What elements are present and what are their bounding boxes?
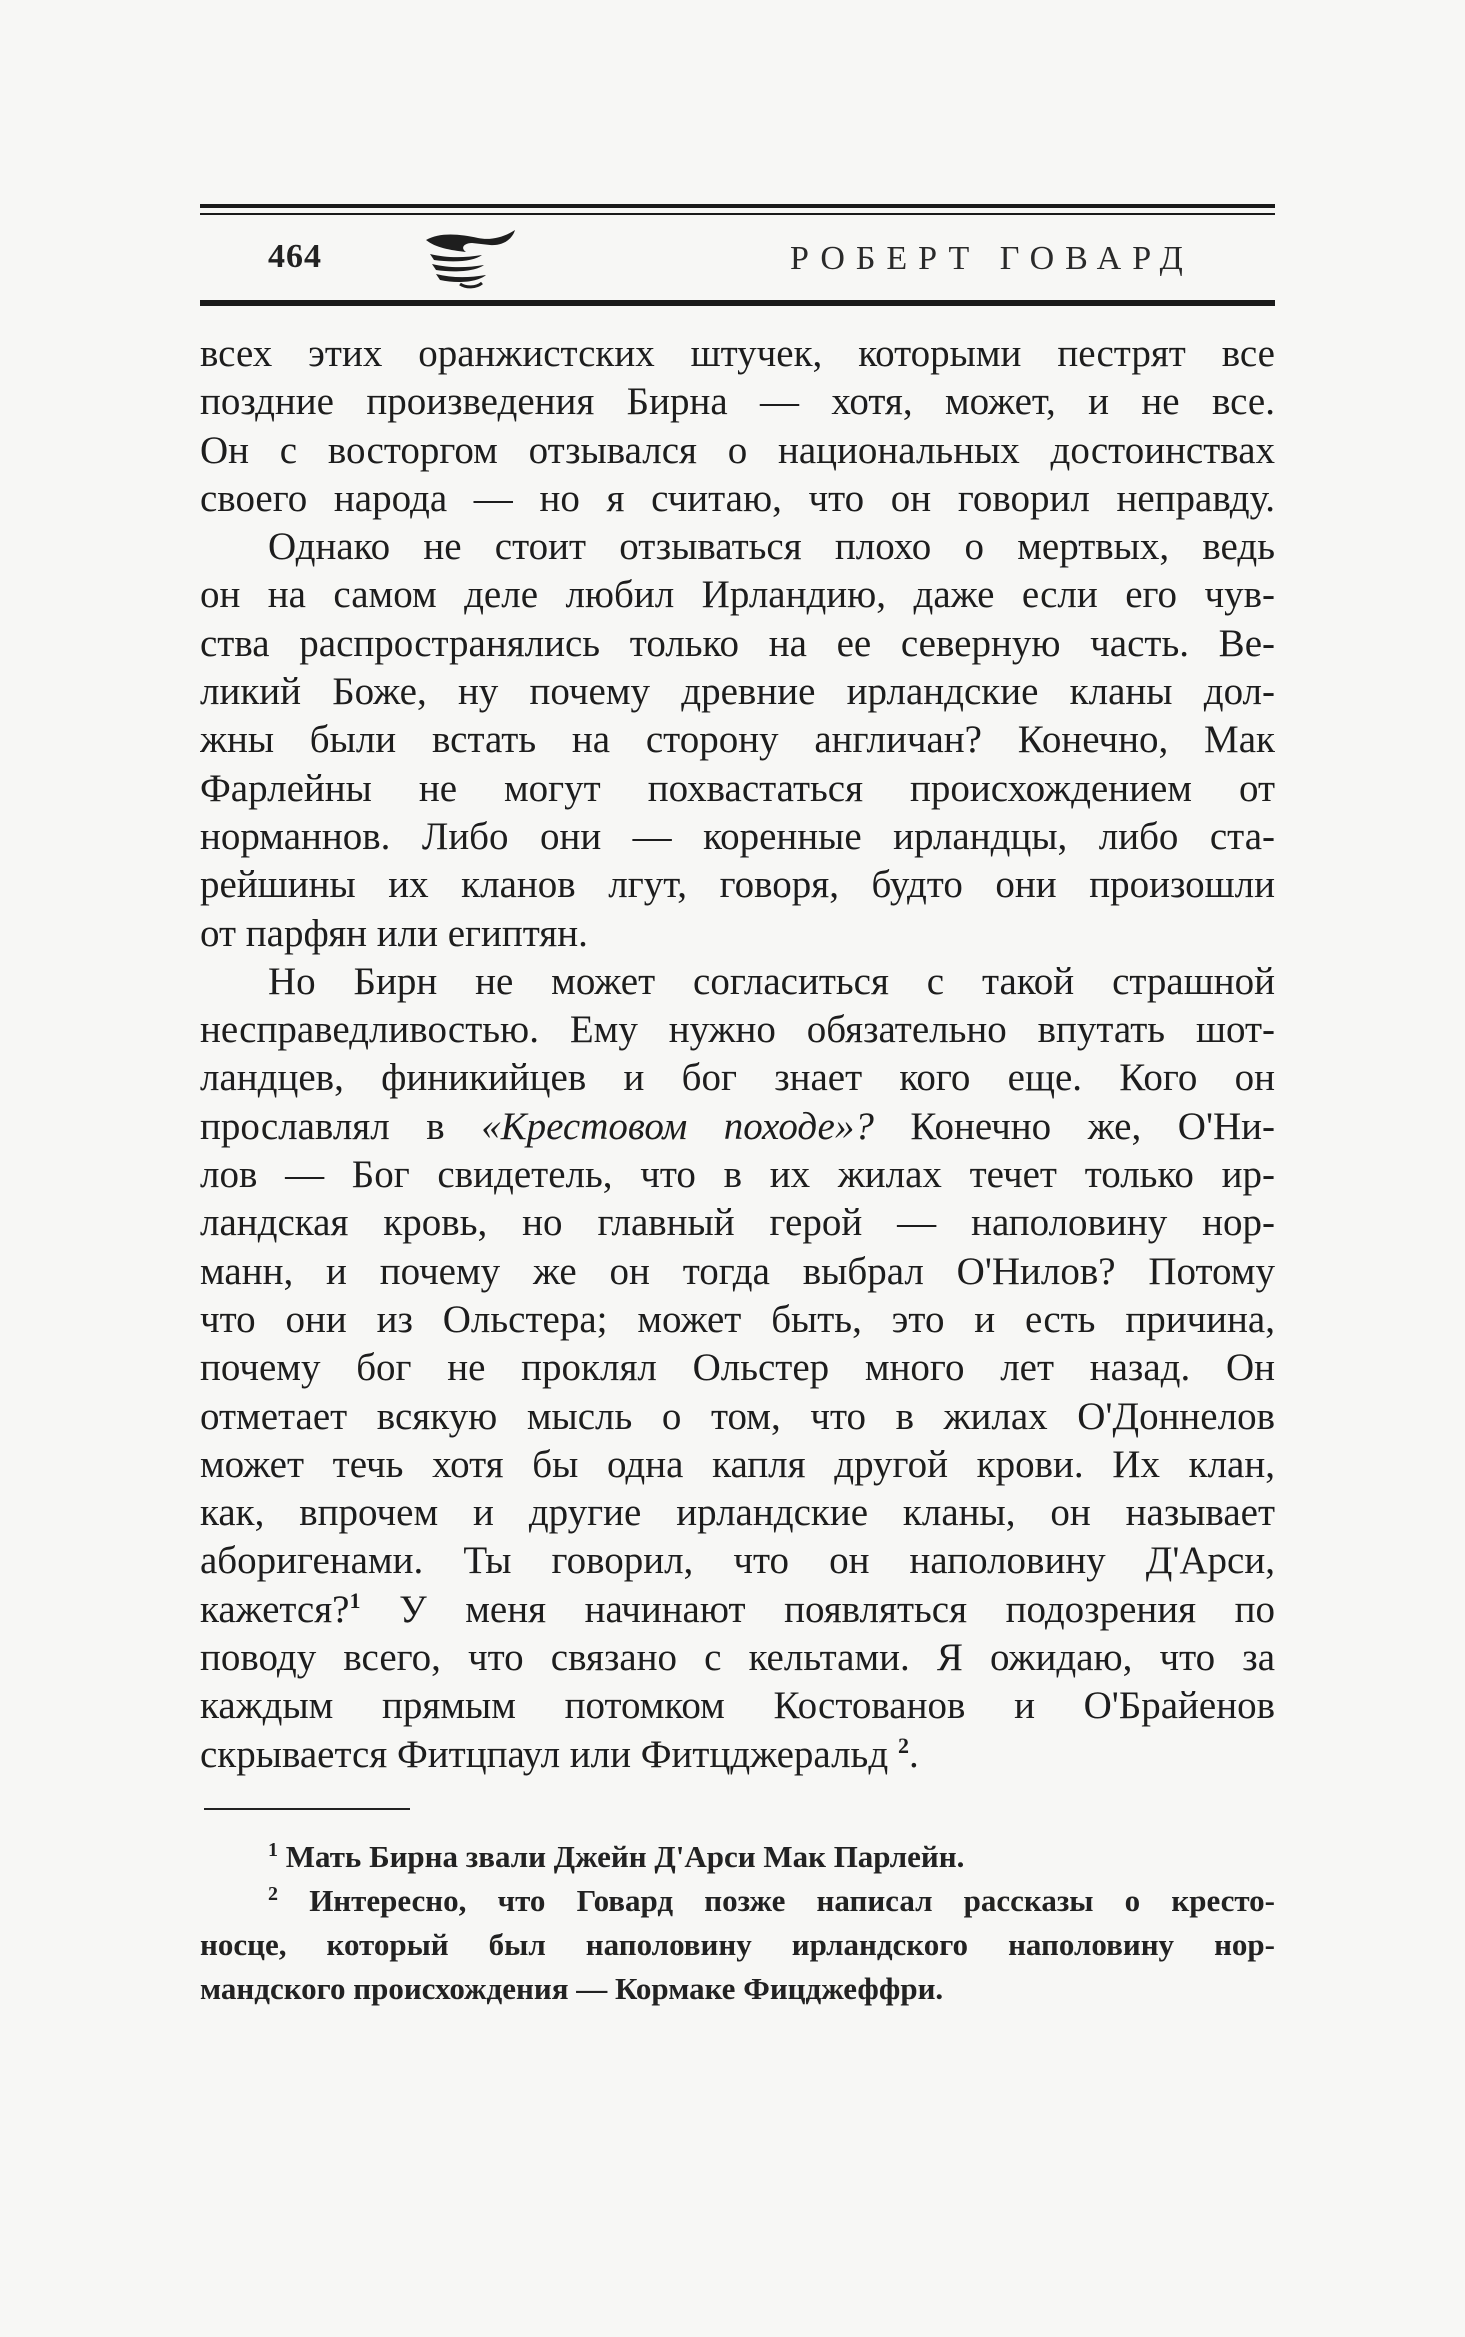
body-text [200,330,1275,1779]
text-line: может течь хотя бы одна капля другой крови. Их клан, [200,1442,1275,1486]
book-title-italic: «Крестовом походе»? [481,1104,874,1148]
text-line: жны были встать на сторону англичан? Конечно, Мак [200,718,1275,762]
footnotes [200,1835,1275,2011]
text-line: каждым прямым потомком Костованов и О'Брайенов [200,1684,1275,1728]
text-line: Он с восторгом отзывался о национальных достоинствах [200,428,1275,472]
running-title: РОБЕРТ ГОВАРД [790,240,1194,277]
text-line: отметает всякую мысль о том, что в жилах О'Доннелов [200,1394,1275,1438]
footnote-ref-1[interactable]: 1 [349,1587,361,1613]
text-line [200,1103,1275,1151]
text-line: поводу всего, что связано с кельтами. Я ожидаю, что за [200,1636,1275,1680]
text-line: всех этих оранжистских штучек, которыми пестрят все [200,332,1275,375]
text-segment: У меня начинают появляться подозрения по [399,1587,1275,1631]
text-line: несправедливостью. Ему нужно обязательно впутать шот- [200,1008,1275,1052]
text-segment: . [908,1732,919,1776]
footnote-2 [200,1879,1275,1923]
text-segment: кажется? [200,1587,350,1631]
text-line: ства распространялись только на ее северную часть. Ве- [200,621,1275,665]
footnote-marker: 2 [268,1883,278,1905]
footnote-text: Мать Бирна звали Джейн Д'Арси Мак Парлейн. [285,1839,965,1874]
text-segment: прославлял в [200,1104,445,1148]
paragraph-start-line: Однако не стоит отзываться плохо о мертвых, ведь [268,525,1275,569]
text-line: поздние произведения Бирна — хотя, может, и не все. [200,380,1275,424]
paragraph-end-line [200,1731,1275,1779]
header-rule-thin [200,213,1275,215]
paragraph-end-line: от парфян или египтян. [200,911,588,955]
text-line: ландцев, финикийцев и бог знает кого еще. Кого он [200,1056,1275,1100]
footnote-separator [204,1808,410,1810]
footnote-marker: 1 [268,1839,278,1861]
footnote-ref-2[interactable]: 2 [897,1732,909,1758]
text-line: как, впрочем и другие ирландские кланы, он называет [200,1491,1275,1535]
text-line: норманнов. Либо они — коренные ирландцы, либо ста- [200,814,1275,858]
footnote-text-line: мандского происхождения — Кормаке Фицджеффри. [200,1971,944,2006]
page-number: 464 [268,238,322,275]
paragraph-start-line: Но Бирн не может согласиться с такой страшной [268,959,1275,1003]
text-segment: Конечно же, О'Ни- [910,1104,1275,1148]
text-line: почему бог не проклял Ольстер много лет назад. Он [200,1346,1275,1390]
text-line: ландская кровь, но главный герой — наполовину нор- [200,1201,1275,1245]
footnote-text: Интересно, что Говард позже написал рассказы о кресто- [309,1883,1275,1918]
text-segment: скрывается Фитцпаул или Фитцджеральд [200,1732,889,1776]
text-line: аборигенами. Ты говорил, что он наполовину Д'Арси, [200,1539,1275,1583]
text-line: что они из Ольстера; может быть, это и есть причина, [200,1297,1275,1341]
footnote-text-line: носце, который был наполовину ирландского наполовину нор- [200,1927,1275,1962]
scroll-ornament-icon [420,228,520,290]
text-line: он на самом деле любил Ирландию, даже если его чув- [200,573,1275,617]
header-rule-bottom [200,300,1275,306]
header-rule-top [200,204,1275,208]
text-line: Фарлейны не могут похвастаться происхождением от [200,766,1275,810]
text-line: манн, и почему же он тогда выбрал О'Нилов? Потому [200,1249,1275,1293]
footnote-1 [200,1835,1275,1879]
text-line: ликий Боже, ну почему древние ирландские кланы дол- [200,670,1275,714]
text-line: своего народа — но я считаю, что он говорил неправду. [200,476,1275,520]
text-line: рейшины их кланов лгут, говоря, будто они произошли [200,863,1275,907]
text-line: лов — Бог свидетель, что в их жилах течет только ир- [200,1153,1275,1197]
text-line [200,1586,1275,1634]
